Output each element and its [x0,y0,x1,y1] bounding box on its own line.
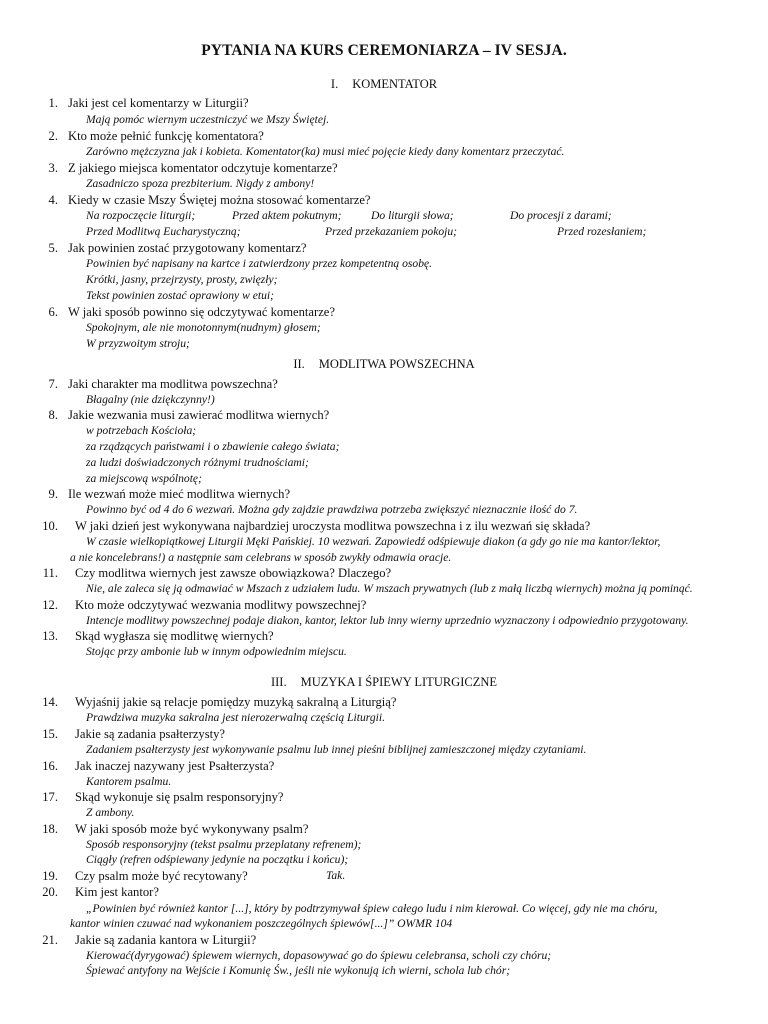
question-number: 11. [42,566,58,580]
answer-item: Przed rozesłaniem; [557,225,647,238]
question-text: Jak inaczej nazywany jest Psałterzysta? [75,759,275,773]
answer-line: Tak. [326,869,346,882]
question-number: 4. [48,193,58,207]
answer-line: Nie, ale zaleca się ją odmawiać w Mszach z udziałem ludu. W mszach prywatnych (lub z małą liczbą wiernych) można ją pominąć. [86,582,693,595]
answer-line: za rządzących państwami i o zbawienie całego świata; [86,440,340,453]
section-label: MODLITWA POWSZECHNA [318,357,475,371]
section-number: III. [270,675,287,689]
answer-line: Prawdziwa muzyka sakralna jest nierozerwalną częścią Liturgii. [86,711,385,724]
question-text: Kto może odczytywać wezwania modlitwy powszechnej? [75,598,367,612]
answer-line: W przyzwoitym stroju; [86,337,190,350]
section-label: MUZYKA I ŚPIEWY LITURGICZNE [300,675,498,689]
question-number: 1. [48,96,58,110]
answer-line: „Powinien być również kantor [...], który by podtrzymywał śpiew całego ludu i nim kierował. Co więcej, gdy nie ma chóru, [86,902,658,915]
section-label: KOMENTATOR [352,77,438,91]
question-text: Czy psalm może być recytowany? [75,869,248,883]
question-number: 5. [48,241,58,255]
answer-line: Powinien być napisany na kartce i zatwierdzony przez kompetentną osobę. [86,257,433,270]
question-text: W jaki sposób powinno się odczytywać komentarze? [68,305,335,319]
section-heading-komentator [0,77,768,92]
question-text: Jaki jest cel komentarzy w Liturgii? [68,96,249,110]
answer-item: Do liturgii słowa; [371,209,454,222]
answer-line: za ludzi doświadczonych różnymi trudnościami; [86,456,309,469]
answer-line: Ciągły (refren odśpiewany jedynie na początku i końcu); [86,853,349,866]
answer-line: Zasadniczo spoza prezbiterium. Nigdy z ambony! [86,177,315,190]
question-number: 17. [42,790,58,804]
question-number: 7. [48,377,58,391]
answer-item: Przed Modlitwą Eucharystyczną; [86,225,241,238]
question-text: Skąd wygłasza się modlitwę wiernych? [75,629,274,643]
question-number: 14. [42,695,58,709]
answer-line: kantor winien czuwać nad wykonaniem poszczególnych śpiewów[...]” OWMR 104 [70,917,453,930]
question-text: Jak powinien zostać przygotowany komentarz? [68,241,307,255]
document-title: PYTANIA NA KURS CEREMONIARZA – IV SESJA. [201,42,567,59]
question-number: 21. [42,933,58,947]
answer-line: Krótki, jasny, przejrzysty, prosty, zwięzły; [86,273,278,286]
question-text: Skąd wykonuje się psalm responsoryjny? [75,790,284,804]
question-number: 6. [48,305,58,319]
answer-line: Błagalny (nie dziękczynny!) [86,393,215,406]
answer-line: Tekst powinien zostać oprawiony w etui; [86,289,274,302]
answer-line: Z ambony. [86,806,135,819]
question-number: 2. [48,129,58,143]
answer-line: W czasie wielkopiątkowej Liturgii Męki Pańskiej. 10 wezwań. Zapowiedź odśpiewuje diakon (a gdy go nie ma kantor/lektor, [86,535,661,548]
question-number: 19. [42,869,58,883]
question-text: Wyjaśnij jakie są relacje pomiędzy muzyką sakralną a Liturgią? [75,695,397,709]
question-number: 3. [48,161,58,175]
answer-line: Powinno być od 4 do 6 wezwań. Można gdy zajdzie prawdziwa potrzeba zwiększyć nieznacznie ilość do 7. [86,503,578,516]
question-text: Jakie są zadania psałterzysty? [75,727,226,741]
answer-line: Stojąc przy ambonie lub w innym odpowiednim miejscu. [86,645,347,658]
question-number: 12. [42,598,58,612]
answer-line: Zadaniem psałterzysty jest wykonywanie psalmu lub innej pieśni biblijnej zamieszczonej między czytaniami. [86,743,587,756]
question-text: Ile wezwań może mieć modlitwa wiernych? [68,487,291,501]
answer-line: Sposób responsoryjny (tekst psalmu przeplatany refrenem); [86,838,362,851]
answer-line: w potrzebach Kościoła; [86,424,197,437]
question-number: 16. [42,759,58,773]
answer-line: Zarówno mężczyzna jak i kobieta. Komentator(ka) musi mieć pojęcie kiedy dany komentarz przeczytać. [86,145,565,158]
answer-item: Przed aktem pokutnym; [232,209,342,222]
question-number: 8. [48,408,58,422]
question-text: W jaki dzień jest wykonywana najbardziej uroczysta modlitwa powszechna i z ilu wezwań się składa? [75,519,591,533]
answer-line: Kantorem psalmu. [86,775,172,788]
question-number: 10. [42,519,58,533]
answer-line: Spokojnym, ale nie monotonnym(nudnym) głosem; [86,321,321,334]
question-text: Czy modlitwa wiernych jest zawsze obowiązkowa? Dlaczego? [75,566,392,580]
section-number: I. [330,77,339,91]
answer-line: Śpiewać antyfony na Wejście i Komunię Św., jeśli nie wykonują ich wierni, schola lub chór; [86,964,511,977]
question-text: Jakie wezwania musi zawierać modlitwa wiernych? [68,408,330,422]
question-number: 15. [42,727,58,741]
question-text: Kto może pełnić funkcję komentatora? [68,129,264,143]
section-heading-muzyka [0,675,768,690]
answer-line: Intencje modlitwy powszechnej podaje diakon, kantor, lektor lub inny wierny uprzednio wyznaczony i odpowiednio przygotowany. [86,614,689,627]
answer-item: Przed przekazaniem pokoju; [325,225,458,238]
answer-line: a nie koncelebrans!) a następnie sam celebrans w sposób zwykły odmawia oracje. [70,551,452,564]
answer-item: Na rozpoczęcie liturgii; [86,209,196,222]
answer-line: Kierować(dyrygować) śpiewem wiernych, dopasowywać go do śpiewu celebransa, scholi czy chóru; [86,949,552,962]
section-number: II. [293,357,305,371]
question-text: Kim jest kantor? [75,885,159,899]
section-heading-modlitwa-powszechna [0,357,768,372]
question-number: 13. [42,629,58,643]
answer-line: Mają pomóc wiernym uczestniczyć we Mszy Świętej. [86,113,330,126]
question-number: 18. [42,822,58,836]
question-text: Jaki charakter ma modlitwa powszechna? [68,377,278,391]
question-number: 9. [48,487,58,501]
question-text: W jaki sposób może być wykonywany psalm? [75,822,309,836]
question-text: Z jakiego miejsca komentator odczytuje komentarze? [68,161,338,175]
question-text: Jakie są zadania kantora w Liturgii? [75,933,257,947]
answer-line: za miejscową wspólnotę; [86,472,202,485]
question-text: Kiedy w czasie Mszy Świętej można stosować komentarze? [68,193,371,207]
question-number: 20. [42,885,58,899]
answer-item: Do procesji z darami; [510,209,612,222]
